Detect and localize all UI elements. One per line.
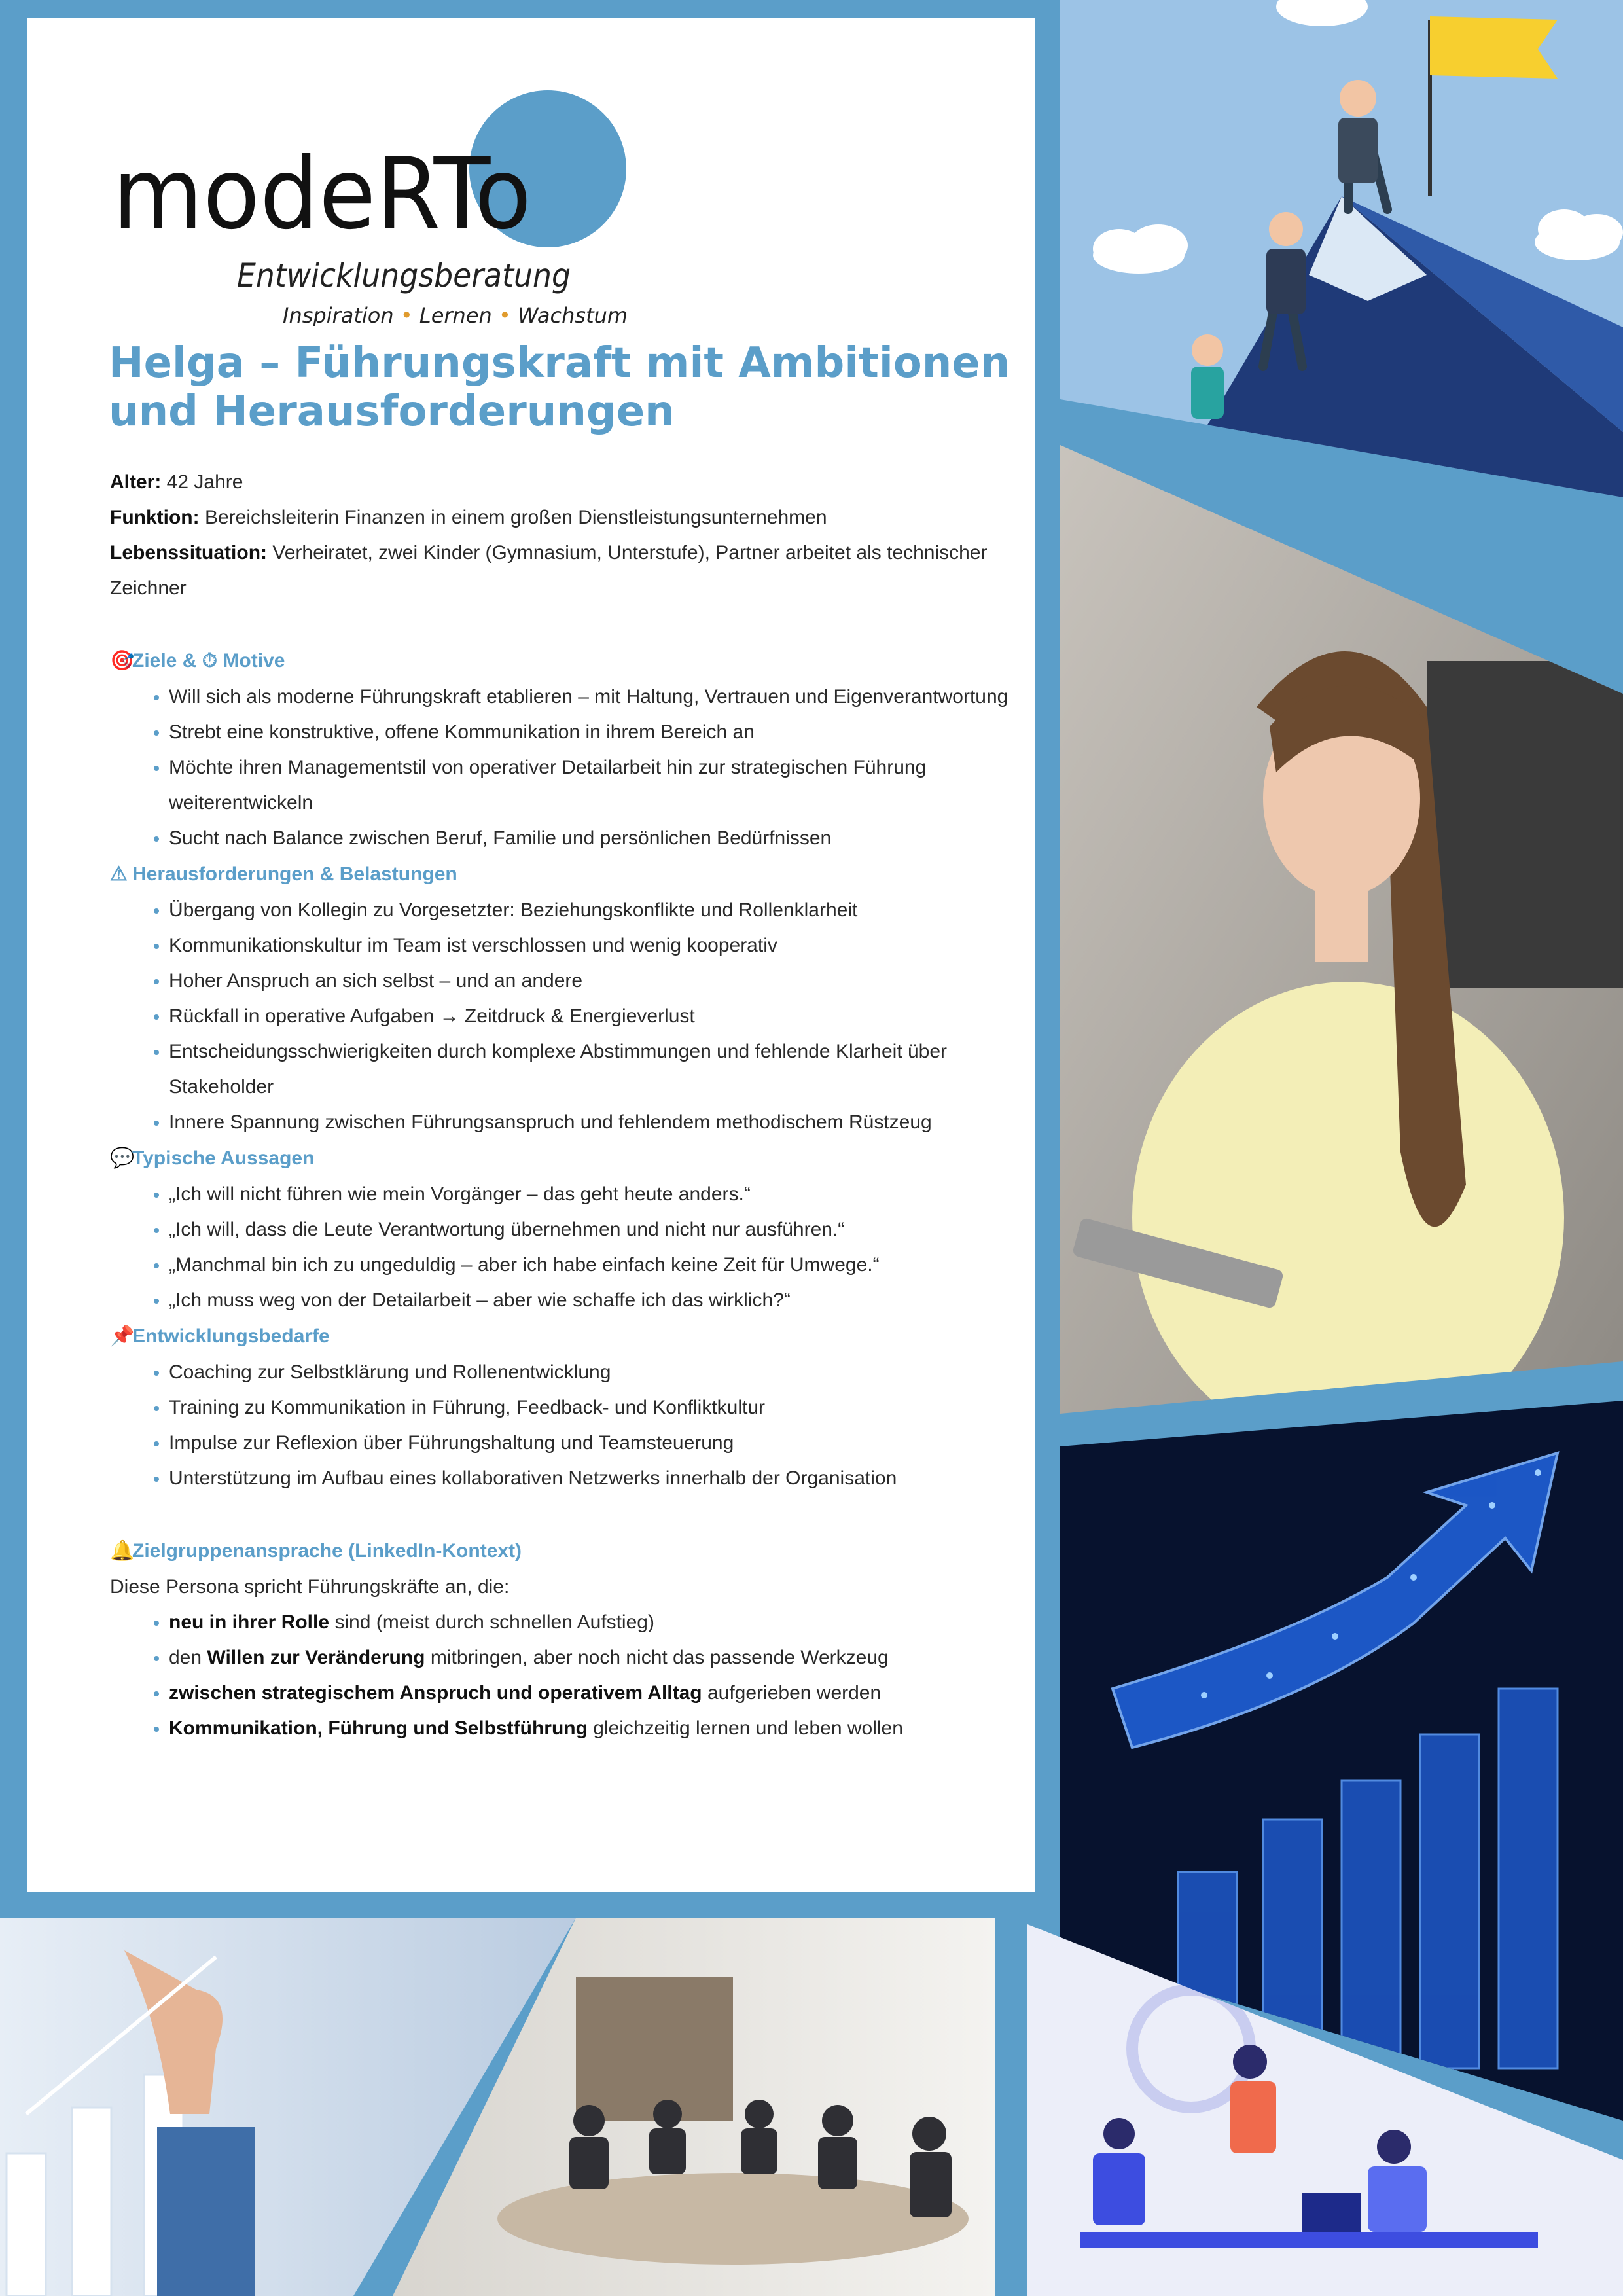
woman-portrait-photo <box>1060 432 1623 1414</box>
speech-bubble-icon: 💬 <box>110 1147 135 1169</box>
list-item: • Kommunikation, Führung und Selbstführung gleichzeitig lernen und leben wollen <box>169 1711 1026 1746</box>
list-item: • Übergang von Kollegin zu Vorgesetzter: Beziehungskonflikte und Rollenklarheit <box>169 893 1026 928</box>
pushpin-icon: 📌 <box>110 1325 135 1347</box>
svg-text:Entwicklungsberatung: Entwicklungsberatung <box>237 257 571 295</box>
list-item: • Unterstützung im Aufbau eines kollaborativen Netzwerks innerhalb der Organisation <box>169 1461 1026 1496</box>
list-item: • Hoher Anspruch an sich selbst – und an andere <box>169 963 1026 999</box>
list-item: • „Ich will nicht führen wie mein Vorgänger – das geht heute anders.“ <box>169 1177 1026 1212</box>
moderto-logo <box>106 71 695 326</box>
list-item: • Entscheidungsschwierigkeiten durch komplexe Abstimmungen und fehlende Klarheit über Stakeholder <box>169 1034 1026 1105</box>
svg-text:Inspiration • Lernen • Wachstu: Inspiration • Lernen • Wachstum <box>283 303 628 326</box>
list-item: • zwischen strategischem Anspruch und operativem Alltag aufgerieben werden <box>169 1676 1026 1711</box>
list-item: • Kommunikationskultur im Team ist verschlossen und wenig kooperativ <box>169 928 1026 963</box>
list-item: • Training zu Kommunikation in Führung, Feedback- und Konfliktkultur <box>169 1390 1026 1426</box>
persona-content <box>110 465 1026 1746</box>
list-item: • Will sich als moderne Führungskraft etablieren – mit Haltung, Vertrauen und Eigenverantwortung <box>169 679 1026 715</box>
svg-text:modeRTo: modeRTo <box>113 137 531 251</box>
zielgruppe-list <box>110 1605 1026 1746</box>
target-icon: 🎯 <box>110 650 135 672</box>
page-title: Helga – Führungskraft mit Ambitionen und Herausforderungen <box>109 339 1010 436</box>
list-item: • Innere Spannung zwischen Führungsanspruch und fehlendem methodischem Rüstzeug <box>169 1105 1026 1140</box>
bedarfe-list <box>110 1355 1026 1496</box>
list-item: • „Manchmal bin ich zu ungeduldig – aber ich habe einfach keine Zeit für Umwege.“ <box>169 1247 1026 1283</box>
section-bedarfe-heading: 📌Entwicklungsbedarfe <box>110 1318 1026 1355</box>
section-ziele-heading: 🎯Ziele & ⏱ Motive <box>110 643 1026 679</box>
list-item: • Sucht nach Balance zwischen Beruf, Familie und persönlichen Bedürfnissen <box>169 821 1026 856</box>
persona-card <box>27 18 1035 1892</box>
lebenssituation-line: Lebenssituation: Verheiratet, zwei Kinder (Gymnasium, Unterstufe), Partner arbeitet als technischer Zeichner <box>110 542 988 599</box>
section-herausforderungen-heading: ⚠ Herausforderungen & Belastungen <box>110 856 1026 893</box>
bell-icon: 🔔 <box>110 1540 135 1562</box>
herausforderungen-list <box>110 893 1026 1140</box>
zielgruppe-intro: Diese Persona spricht Führungskräfte an, die: <box>110 1576 510 1598</box>
list-item: • Coaching zur Selbstklärung und Rollenentwicklung <box>169 1355 1026 1390</box>
team-meeting-photo <box>393 1918 995 2296</box>
alter-line: Alter: 42 Jahre <box>110 471 243 493</box>
list-item: • neu in ihrer Rolle sind (meist durch schnellen Aufstieg) <box>169 1605 1026 1640</box>
list-item: • Rückfall in operative Aufgaben → Zeitdruck & Energieverlust <box>169 999 1026 1034</box>
list-item: • Strebt eine konstruktive, offene Kommunikation in ihrem Bereich an <box>169 715 1026 750</box>
warning-icon: ⚠ <box>110 863 128 885</box>
aussagen-list <box>110 1177 1026 1318</box>
list-item: • „Ich muss weg von der Detailarbeit – aber wie schaffe ich das wirklich?“ <box>169 1283 1026 1318</box>
list-item: • „Ich will, dass die Leute Verantwortung übernehmen und nicht nur ausführen.“ <box>169 1212 1026 1247</box>
summit-illustration <box>1060 0 1623 497</box>
list-item: • den Willen zur Veränderung mitbringen, aber noch nicht das passende Werkzeug <box>169 1640 1026 1676</box>
ziele-list <box>110 679 1026 856</box>
list-item: • Möchte ihren Managementstil von operativer Detailarbeit hin zur strategischen Führung weiterentwickeln <box>169 750 1026 821</box>
section-zielgruppe-heading: 🔔Zielgruppenansprache (LinkedIn-Kontext) <box>110 1533 1026 1570</box>
section-aussagen-heading: 💬Typische Aussagen <box>110 1140 1026 1177</box>
list-item: • Impulse zur Reflexion über Führungshaltung und Teamsteuerung <box>169 1426 1026 1461</box>
team-collaboration-illustration <box>1027 1911 1623 2296</box>
funktion-line: Funktion: Bereichsleiterin Finanzen in einem großen Dienstleistungsunternehmen <box>110 507 827 528</box>
